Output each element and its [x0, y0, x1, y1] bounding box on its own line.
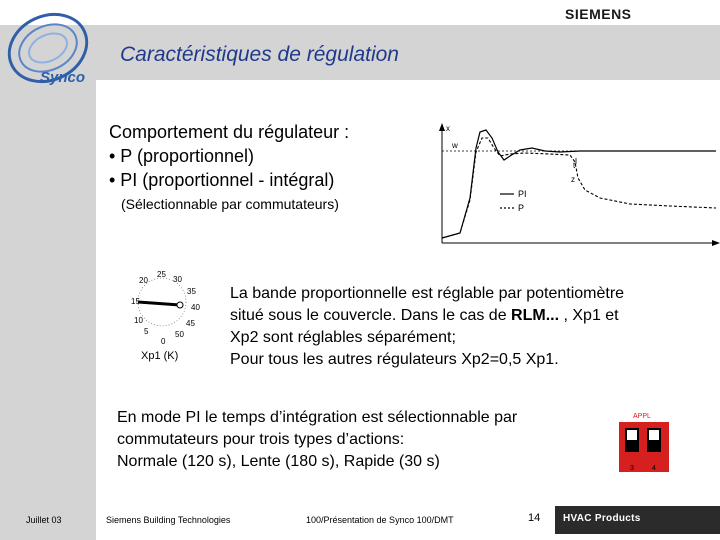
intro-line-2: • P (proportionnel) — [109, 146, 255, 166]
integration-paragraph — [117, 407, 517, 473]
para2-line-1: En mode PI le temps d’intégration est sélectionnable par — [117, 409, 518, 426]
potentiometer-paragraph — [230, 283, 624, 371]
plot-z-label: z — [571, 175, 575, 184]
switch-knob-3 — [627, 430, 637, 440]
para1-line-2c: , Xp1 et — [559, 307, 619, 324]
dial-tick: 15 — [131, 297, 140, 306]
hvac-products-bar — [555, 506, 720, 534]
dial-tick: 50 — [175, 330, 184, 339]
para2-line-3: Normale (120 s), Lente (180 s), Rapide (30 s) — [117, 453, 440, 470]
plot-axis-x-label: x — [446, 124, 450, 133]
dial-pointer — [138, 302, 180, 305]
intro-text — [109, 120, 349, 216]
synco-logo — [2, 8, 94, 90]
intro-line-4: (Sélectionnable par commutateurs) — [121, 196, 339, 212]
siemens-brand: SIEMENS — [565, 6, 632, 22]
legend-pi-label: PI — [518, 189, 527, 199]
logo-text: Synco — [40, 69, 86, 86]
intro-line-3: • PI (proportionnel - intégral) — [109, 170, 335, 190]
switch-knob-4 — [649, 430, 659, 440]
footer-doc: 100/Présentation de Synco 100/DMT — [306, 515, 454, 525]
switch-num-4: 4 — [652, 465, 656, 472]
page-number: 14 — [528, 512, 541, 524]
para1-line-4: Pour tous les autres régulateurs Xp2=0,5 Xp1. — [230, 351, 559, 368]
dial-tick: 45 — [186, 319, 195, 328]
switch-num-3: 3 — [630, 465, 634, 472]
para1-line-3: Xp2 sont réglables séparément; — [230, 329, 456, 346]
page-title: Caractéristiques de régulation — [120, 43, 399, 66]
dial-tick: 20 — [139, 276, 148, 285]
plot-t-label: t — [573, 161, 576, 170]
para1-line-2 — [230, 305, 624, 327]
xp1-dial — [128, 268, 218, 368]
para2-line-2: commutateurs pour trois types d’actions: — [117, 431, 405, 448]
dial-tick: 35 — [187, 287, 196, 296]
plot-w-label: w — [452, 141, 458, 150]
dial-tick: 0 — [161, 337, 166, 346]
dial-tick: 30 — [173, 275, 182, 284]
para1-line-1: La bande proportionnelle est réglable par potentiomètre — [230, 285, 625, 302]
para1-line-2a: situé sous le couvercle. Dans le cas de — [230, 307, 512, 324]
hvac-products-label: HVAC Products — [563, 513, 641, 524]
dip-switch — [615, 408, 671, 474]
response-plot — [400, 118, 720, 248]
rlm-label: RLM... — [511, 307, 560, 324]
dial-tick: 25 — [157, 270, 166, 279]
dial-tick: 40 — [191, 303, 200, 312]
dial-tick: 10 — [134, 316, 143, 325]
footer-date: Juillet 03 — [26, 515, 62, 525]
switch-label: APPL — [633, 413, 651, 420]
intro-line-1: Comportement du régulateur : — [109, 122, 350, 142]
legend-p-label: P — [518, 203, 525, 213]
dial-tick: 5 — [144, 327, 149, 336]
footer-company: Siemens Building Technologies — [106, 515, 231, 525]
dial-label: Xp1 (K) — [141, 350, 179, 362]
